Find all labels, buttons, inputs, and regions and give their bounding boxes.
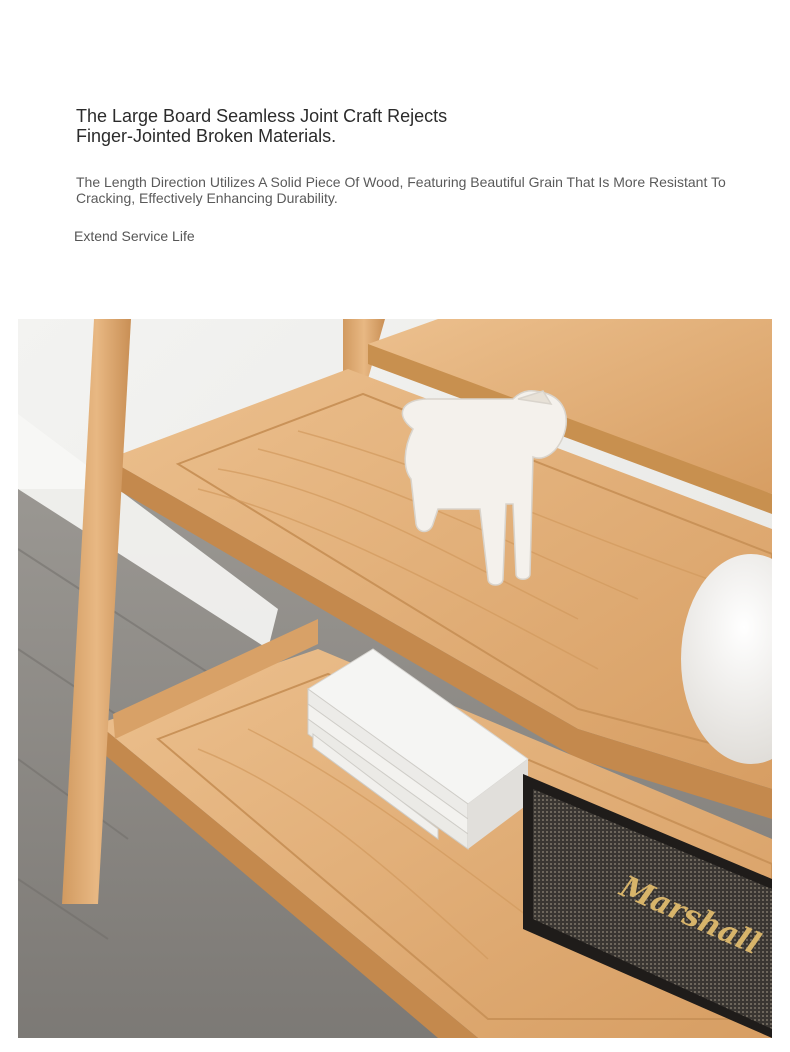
section-heading bbox=[76, 106, 596, 146]
section-description bbox=[76, 174, 781, 206]
speaker-brand-logo: Marshall bbox=[614, 869, 766, 963]
feature-tag: Extend Service Life bbox=[74, 228, 195, 244]
description-line-2: Cracking, Effectively Enhancing Durability. bbox=[76, 190, 338, 206]
description-line-1: The Length Direction Utilizes A Solid Piece Of Wood, Featuring Beautiful Grain That Is More Resistant To bbox=[76, 174, 726, 190]
shelf-photo-illustration bbox=[18, 319, 772, 1038]
heading-line-1: The Large Board Seamless Joint Craft Rejects bbox=[76, 106, 448, 126]
heading-line-2: Finger-Jointed Broken Materials. bbox=[76, 126, 337, 146]
product-photo bbox=[18, 319, 772, 1038]
